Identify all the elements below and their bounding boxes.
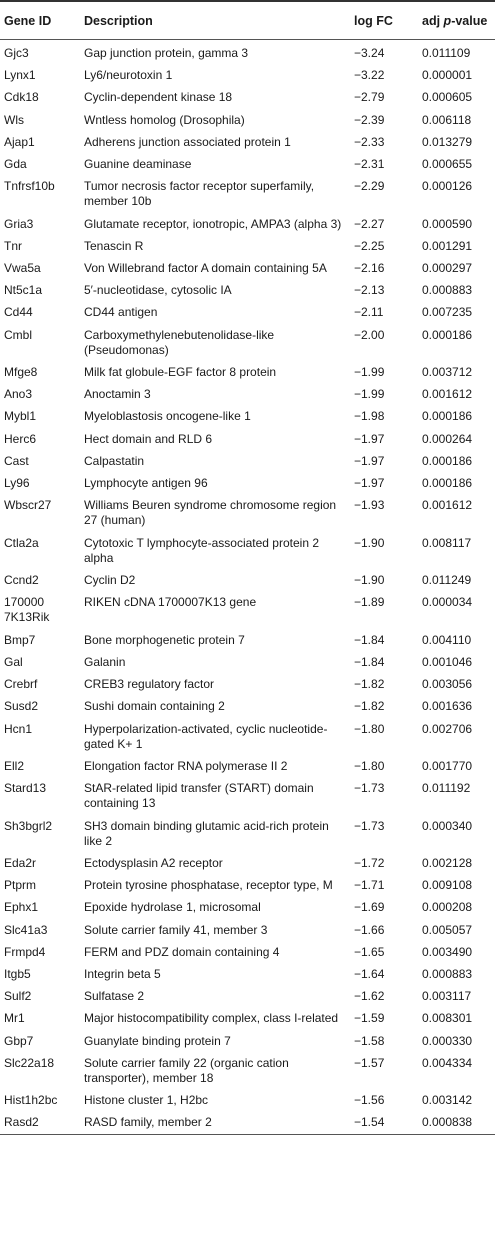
cell-description: Cytotoxic T lymphocyte-associated protein 2 alpha [84, 535, 320, 565]
header-adj-prefix: adj [422, 14, 444, 28]
cell-log-fc: −1.57 [354, 1055, 385, 1070]
cell-adj-p-value: 0.000838 [418, 1112, 495, 1134]
cell-adj-p-value: 0.011249 [422, 573, 472, 588]
cell-description: Gap junction protein, gamma 3 [84, 46, 249, 60]
table-row [0, 570, 495, 592]
cell-gene-id: Gal [4, 654, 23, 669]
cell-adj-p-value: 0.001046 [422, 654, 473, 669]
cell-log-fc: −2.33 [354, 134, 385, 149]
table-row [0, 853, 495, 875]
cell-description: RIKEN cDNA 1700007K13 gene [84, 595, 257, 610]
cell-adj-p-value: 0.001291 [422, 238, 473, 253]
cell-log-fc: −1.90 [354, 573, 385, 588]
cell-gene-id: Gria3 [4, 216, 34, 231]
cell-description: Anoctamin 3 [84, 387, 151, 402]
cell-description: Lymphocyte antigen 96 [84, 476, 208, 491]
cell-gene-id: Susd2 [4, 699, 39, 714]
cell-adj-p-value: 0.008117 [422, 535, 472, 550]
cell-gene-id: Lynx1 [4, 68, 36, 83]
cell-gene-id: Gda [4, 157, 27, 172]
cell-log-fc: −1.99 [354, 365, 385, 380]
cell-log-fc: −1.73 [354, 818, 385, 833]
cell-log-fc: −1.69 [354, 900, 385, 915]
table-row [0, 325, 495, 362]
cell-gene-id: Sh3bgrl2 [4, 818, 53, 833]
cell-log-fc: −1.59 [354, 1011, 385, 1026]
cell-description: Ly6/neurotoxin 1 [84, 68, 173, 83]
table-row [0, 362, 495, 384]
table-row [0, 384, 495, 406]
table-row [0, 87, 495, 109]
cell-gene-id: Ctla2a [4, 535, 39, 550]
cell-adj-p-value: 0.001770 [422, 758, 473, 773]
cell-log-fc: −1.56 [354, 1093, 385, 1108]
cell-adj-p-value: 0.000208 [422, 900, 473, 915]
cell-gene-id: Bmp7 [4, 632, 36, 647]
cell-gene-id: Gjc3 [4, 46, 29, 60]
cell-adj-p-value: 0.008301 [422, 1011, 473, 1026]
cell-description: Myeloblastosis oncogene-like 1 [84, 409, 251, 424]
cell-description: Integrin beta 5 [84, 966, 161, 981]
cell-adj-p-value: 0.000330 [422, 1033, 473, 1048]
cell-adj-p-value: 0.005057 [422, 922, 473, 937]
table-row [0, 942, 495, 964]
cell-description: Hect domain and RLD 6 [84, 431, 213, 446]
cell-description: Wntless homolog (Drosophila) [84, 112, 245, 127]
cell-adj-p-value: 0.000883 [422, 283, 473, 298]
cell-description: Histone cluster 1, H2bc [84, 1093, 209, 1108]
cell-gene-id: Cdk18 [4, 90, 39, 105]
cell-adj-p-value: 0.011192 [422, 781, 471, 796]
table-row [0, 1031, 495, 1053]
cell-log-fc: −1.66 [354, 922, 385, 937]
header-value-suffix: -value [451, 14, 488, 28]
table-row [0, 897, 495, 919]
cell-log-fc: −1.84 [354, 632, 385, 647]
cell-adj-p-value: 0.002128 [422, 855, 473, 870]
cell-gene-id: Ly96 [4, 476, 30, 491]
cell-log-fc: −1.80 [354, 758, 385, 773]
table-body [0, 40, 495, 1135]
table-row [0, 533, 495, 570]
table-row [0, 1112, 495, 1134]
header-p-italic: p [443, 14, 452, 28]
cell-log-fc: −2.39 [354, 112, 385, 127]
cell-description: Tumor necrosis factor receptor superfamily, member 10b [84, 179, 315, 209]
header-adj-p-value [418, 1, 495, 40]
cell-description: Guanine deaminase [84, 157, 192, 172]
table-row [0, 65, 495, 87]
cell-log-fc: −1.54 [350, 1112, 418, 1134]
table-row [0, 920, 495, 942]
table-row [0, 473, 495, 495]
table-row [0, 1008, 495, 1030]
cell-gene-id: Ano3 [4, 387, 33, 402]
cell-gene-id: Herc6 [4, 431, 37, 446]
cell-adj-p-value: 0.000297 [422, 261, 473, 276]
cell-log-fc: −3.24 [354, 46, 385, 60]
cell-log-fc: −2.13 [354, 283, 385, 298]
cell-description: Von Willebrand factor A domain containing 5A [84, 261, 327, 276]
cell-gene-id: Mfge8 [4, 365, 38, 380]
cell-log-fc: −2.29 [354, 179, 385, 194]
cell-gene-id: 170000 7K13Rik [4, 595, 50, 625]
cell-adj-p-value: 0.004334 [422, 1055, 473, 1070]
cell-description: CREB3 regulatory factor [84, 677, 215, 692]
cell-adj-p-value: 0.000001 [422, 68, 473, 83]
cell-gene-id: Ajap1 [4, 134, 35, 149]
cell-adj-p-value: 0.000186 [422, 476, 473, 491]
table-row [0, 778, 495, 815]
cell-adj-p-value: 0.004110 [422, 632, 472, 647]
cell-adj-p-value: 0.011109 [422, 46, 471, 60]
table-row [0, 429, 495, 451]
cell-log-fc: −1.98 [354, 409, 385, 424]
table-row [0, 674, 495, 696]
cell-adj-p-value: 0.003142 [422, 1093, 473, 1108]
cell-description: SH3 domain binding glutamic acid-rich protein like 2 [84, 818, 329, 848]
cell-description: Elongation factor RNA polymerase II 2 [84, 758, 288, 773]
cell-description: Adherens junction associated protein 1 [84, 134, 291, 149]
cell-adj-p-value: 0.002706 [422, 721, 473, 736]
cell-log-fc: −1.82 [354, 677, 385, 692]
cell-gene-id: Hcn1 [4, 721, 33, 736]
cell-gene-id: Mybl1 [4, 409, 37, 424]
cell-gene-id: Hist1h2bc [4, 1093, 58, 1108]
cell-adj-p-value: 0.003056 [422, 677, 473, 692]
cell-description: Sulfatase 2 [84, 989, 145, 1004]
table-row [0, 214, 495, 236]
cell-description: Cyclin-dependent kinase 18 [84, 90, 233, 105]
cell-description: Milk fat globule-EGF factor 8 protein [84, 365, 277, 380]
cell-description: Bone morphogenetic protein 7 [84, 632, 245, 647]
cell-gene-id: Wls [4, 112, 24, 127]
table-row [0, 756, 495, 778]
cell-gene-id: Cast [4, 453, 29, 468]
header-description: Description [80, 1, 350, 40]
cell-log-fc: −3.22 [354, 68, 385, 83]
cell-log-fc: −1.62 [354, 989, 385, 1004]
cell-log-fc: −2.79 [354, 90, 385, 105]
cell-adj-p-value: 0.013279 [422, 134, 473, 149]
cell-adj-p-value: 0.000590 [422, 216, 473, 231]
cell-description: CD44 antigen [84, 305, 158, 320]
table-row [0, 154, 495, 176]
cell-adj-p-value: 0.000034 [422, 595, 473, 610]
cell-log-fc: −2.00 [354, 327, 385, 342]
cell-gene-id: Tnfrsf10b [4, 179, 55, 194]
cell-gene-id: Itgb5 [4, 966, 31, 981]
cell-log-fc: −1.65 [354, 944, 385, 959]
cell-gene-id: Ephx1 [4, 900, 39, 915]
cell-gene-id: Sulf2 [4, 989, 32, 1004]
cell-gene-id: Ptprm [4, 878, 37, 893]
table-row [0, 1090, 495, 1112]
cell-gene-id: Eda2r [4, 855, 37, 870]
cell-gene-id: Crebrf [4, 677, 38, 692]
cell-log-fc: −1.64 [354, 966, 385, 981]
cell-adj-p-value: 0.000186 [422, 453, 473, 468]
cell-description: Sushi domain containing 2 [84, 699, 225, 714]
cell-description: Calpastatin [84, 453, 145, 468]
cell-adj-p-value: 0.003712 [422, 365, 473, 380]
cell-adj-p-value: 0.007235 [422, 305, 473, 320]
cell-gene-id: Vwa5a [4, 261, 41, 276]
cell-adj-p-value: 0.000340 [422, 818, 473, 833]
cell-log-fc: −1.99 [354, 387, 385, 402]
cell-log-fc: −1.97 [354, 431, 385, 446]
cell-adj-p-value: 0.001612 [422, 387, 473, 402]
cell-gene-id: Wbscr27 [4, 498, 52, 513]
table-row [0, 630, 495, 652]
cell-log-fc: −1.93 [354, 498, 385, 513]
table-row [0, 302, 495, 324]
cell-adj-p-value: 0.003117 [422, 989, 472, 1004]
cell-description: Major histocompatibility complex, class I-related [84, 1011, 339, 1026]
table-row [0, 719, 495, 756]
cell-adj-p-value: 0.009108 [422, 878, 473, 893]
header-log-fc: log FC [350, 1, 418, 40]
cell-gene-id: Nt5c1a [4, 283, 43, 298]
cell-log-fc: −1.73 [354, 781, 385, 796]
cell-description: Ectodysplasin A2 receptor [84, 855, 223, 870]
cell-adj-p-value: 0.000883 [422, 966, 473, 981]
table-row [0, 1053, 495, 1090]
cell-gene-id: Cmbl [4, 327, 33, 342]
cell-log-fc: −1.89 [354, 595, 385, 610]
cell-adj-p-value: 0.000655 [422, 157, 473, 172]
cell-gene-id: Ell2 [4, 758, 25, 773]
cell-adj-p-value: 0.001636 [422, 699, 473, 714]
cell-description: StAR-related lipid transfer (START) domain containing 13 [84, 781, 314, 811]
cell-adj-p-value: 0.006118 [422, 112, 472, 127]
cell-log-fc: −1.71 [354, 878, 385, 893]
cell-gene-id: Slc41a3 [4, 922, 48, 937]
cell-description: Tenascin R [84, 238, 144, 253]
cell-log-fc: −1.90 [354, 535, 385, 550]
table-row [0, 652, 495, 674]
table-row [0, 110, 495, 132]
cell-gene-id: Stard13 [4, 781, 47, 796]
cell-adj-p-value: 0.000186 [422, 409, 473, 424]
table-row [0, 816, 495, 853]
cell-gene-id: Cd44 [4, 305, 33, 320]
table-row [0, 592, 495, 629]
cell-log-fc: −2.16 [354, 261, 385, 276]
table-row [0, 236, 495, 258]
cell-description: Galanin [84, 654, 126, 669]
cell-description: Epoxide hydrolase 1, microsomal [84, 900, 261, 915]
cell-gene-id: Gbp7 [4, 1033, 34, 1048]
table-row [0, 964, 495, 986]
cell-adj-p-value: 0.000264 [422, 431, 473, 446]
table-row [0, 875, 495, 897]
cell-description: Protein tyrosine phosphatase, receptor type, M [84, 878, 333, 893]
cell-adj-p-value: 0.000186 [422, 327, 473, 342]
table-header [0, 1, 495, 40]
cell-log-fc: −1.84 [354, 654, 385, 669]
header-gene-id: Gene ID [0, 1, 80, 40]
table-row [0, 132, 495, 154]
cell-description: Carboxymethylenebutenolidase-like (Pseudomonas) [84, 327, 275, 357]
header-row [0, 1, 495, 40]
cell-description: Williams Beuren syndrome chromosome region 27 (human) [84, 498, 337, 528]
cell-description: Guanylate binding protein 7 [84, 1033, 231, 1048]
cell-log-fc: −2.11 [354, 305, 384, 320]
cell-adj-p-value: 0.000126 [422, 179, 473, 194]
cell-log-fc: −1.97 [354, 453, 385, 468]
cell-adj-p-value: 0.000605 [422, 90, 473, 105]
cell-log-fc: −2.27 [354, 216, 385, 231]
cell-log-fc: −1.58 [354, 1033, 385, 1048]
table-row [0, 451, 495, 473]
cell-description: Glutamate receptor, ionotropic, AMPA3 (alpha 3) [84, 216, 342, 231]
cell-description: Solute carrier family 41, member 3 [84, 922, 268, 937]
cell-gene-id: Ccnd2 [4, 573, 39, 588]
cell-log-fc: −1.80 [354, 721, 385, 736]
cell-gene-id: Slc22a18 [4, 1055, 55, 1070]
cell-description: 5′-nucleotidase, cytosolic IA [84, 283, 232, 298]
cell-log-fc: −2.31 [354, 157, 385, 172]
table-row [0, 406, 495, 428]
cell-adj-p-value: 0.003490 [422, 944, 473, 959]
table-row [0, 495, 495, 532]
table-row [0, 280, 495, 302]
cell-description: RASD family, member 2 [80, 1112, 350, 1134]
table-row [0, 986, 495, 1008]
cell-description: Cyclin D2 [84, 573, 136, 588]
table-row [0, 176, 495, 213]
cell-log-fc: −1.72 [354, 855, 385, 870]
cell-description: Solute carrier family 22 (organic cation transporter), member 18 [84, 1055, 289, 1085]
cell-log-fc: −2.25 [354, 238, 385, 253]
cell-gene-id: Frmpd4 [4, 944, 46, 959]
cell-description: Hyperpolarization-activated, cyclic nucleotide-gated K+ 1 [84, 721, 328, 751]
cell-gene-id: Rasd2 [0, 1112, 80, 1134]
cell-description: FERM and PDZ domain containing 4 [84, 944, 280, 959]
table-row [0, 696, 495, 718]
cell-gene-id: Tnr [4, 238, 22, 253]
cell-log-fc: −1.97 [354, 476, 385, 491]
cell-gene-id: Mr1 [4, 1011, 25, 1026]
cell-log-fc: −1.82 [354, 699, 385, 714]
table-row [0, 258, 495, 280]
table-row [0, 40, 495, 66]
cell-adj-p-value: 0.001612 [422, 498, 473, 513]
